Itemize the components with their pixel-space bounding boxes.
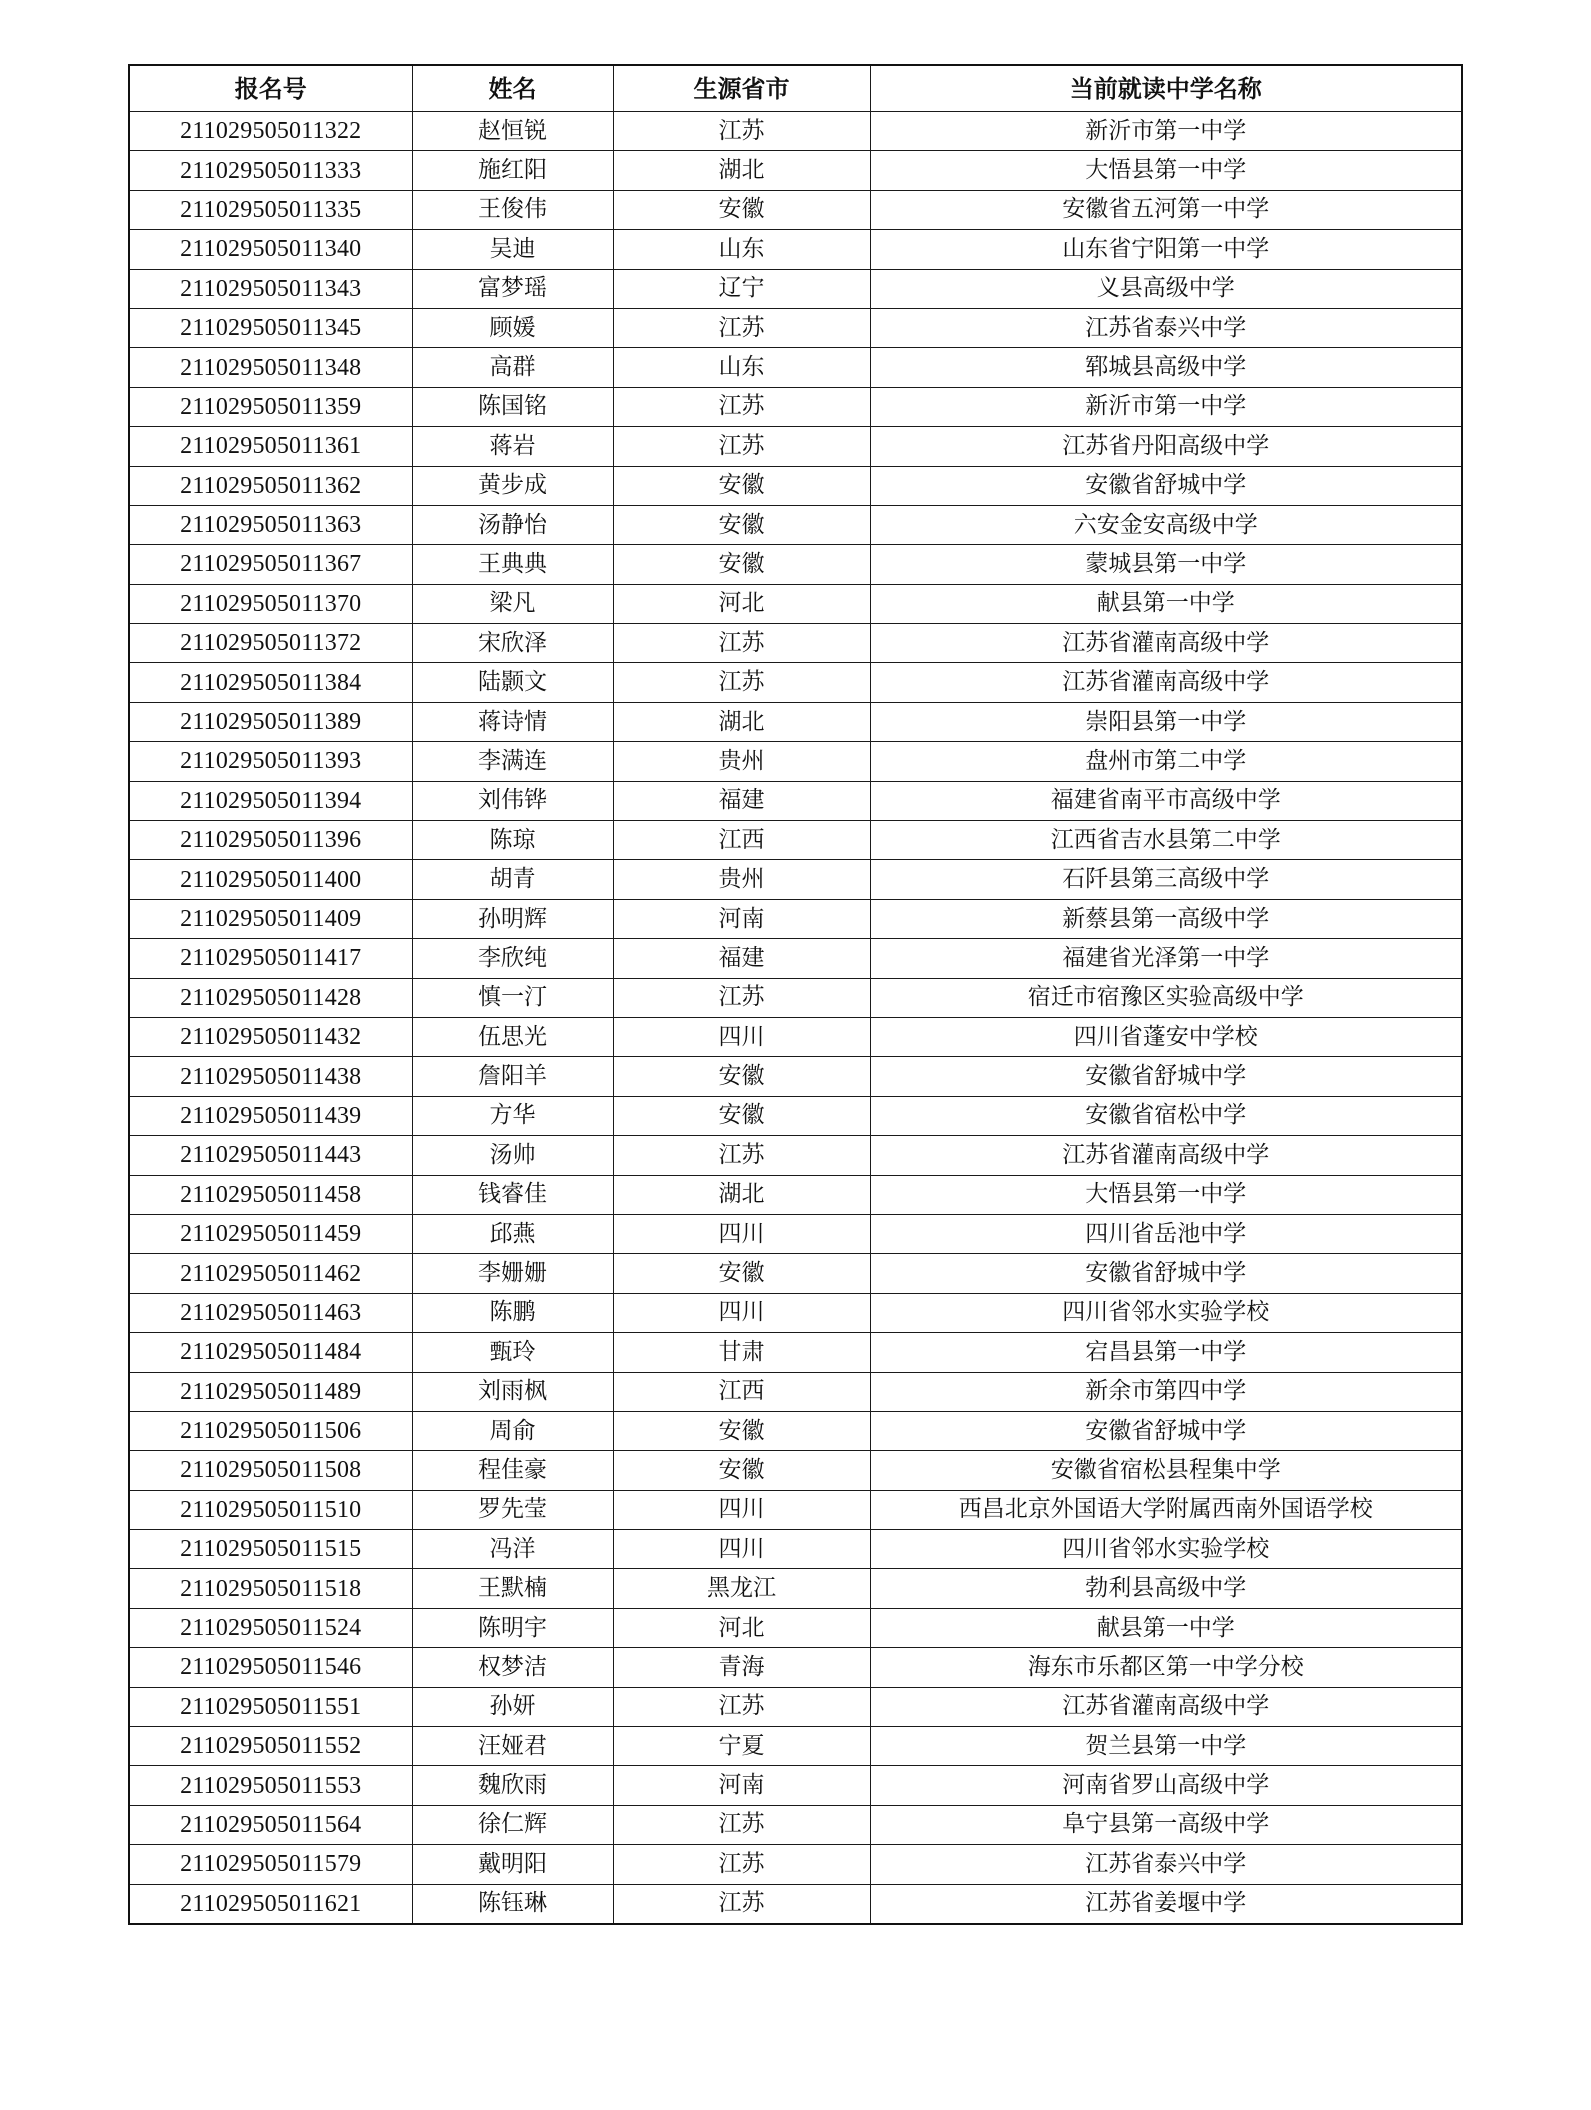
province-cell: 山东	[613, 348, 870, 387]
student-name-cell: 施红阳	[412, 151, 613, 190]
province-cell: 四川	[613, 1214, 870, 1253]
table-row	[129, 308, 1462, 347]
province-cell: 辽宁	[613, 269, 870, 308]
school-name-cell: 江苏省灌南高级中学	[870, 1136, 1462, 1175]
student-name-cell: 汤帅	[412, 1136, 613, 1175]
registration-number-cell: 211029505011510	[129, 1490, 412, 1529]
registration-number-cell: 211029505011384	[129, 663, 412, 702]
table-row	[129, 1096, 1462, 1135]
province-cell: 安徽	[613, 1451, 870, 1490]
school-name-cell: 大悟县第一中学	[870, 151, 1462, 190]
student-name-cell: 方华	[412, 1096, 613, 1135]
registration-number-cell: 211029505011438	[129, 1057, 412, 1096]
table-row	[129, 1805, 1462, 1844]
student-name-cell: 宋欣泽	[412, 624, 613, 663]
province-cell: 贵州	[613, 742, 870, 781]
table-row	[129, 702, 1462, 741]
table-row	[129, 505, 1462, 544]
table-row	[129, 1569, 1462, 1608]
table-row	[129, 1687, 1462, 1726]
province-cell: 江苏	[613, 624, 870, 663]
registration-number-cell: 211029505011372	[129, 624, 412, 663]
registration-number-cell: 211029505011335	[129, 190, 412, 229]
table-row	[129, 1530, 1462, 1569]
table-row	[129, 466, 1462, 505]
school-name-cell: 献县第一中学	[870, 584, 1462, 623]
school-name-cell: 四川省邻水实验学校	[870, 1293, 1462, 1332]
school-name-cell: 福建省光泽第一中学	[870, 939, 1462, 978]
province-cell: 湖北	[613, 1175, 870, 1214]
student-name-cell: 罗先莹	[412, 1490, 613, 1529]
school-name-cell: 江苏省灌南高级中学	[870, 663, 1462, 702]
table-row	[129, 1648, 1462, 1687]
registration-number-cell: 211029505011393	[129, 742, 412, 781]
table-row	[129, 742, 1462, 781]
registration-number-cell: 211029505011333	[129, 151, 412, 190]
registration-number-cell: 211029505011359	[129, 387, 412, 426]
table-row	[129, 1293, 1462, 1332]
province-cell: 宁夏	[613, 1727, 870, 1766]
table-row	[129, 269, 1462, 308]
registration-number-cell: 211029505011551	[129, 1687, 412, 1726]
school-name-cell: 盘州市第二中学	[870, 742, 1462, 781]
school-name-cell: 安徽省舒城中学	[870, 466, 1462, 505]
province-cell: 江苏	[613, 978, 870, 1017]
registration-number-cell: 211029505011367	[129, 545, 412, 584]
school-name-cell: 河南省罗山高级中学	[870, 1766, 1462, 1805]
table-row	[129, 1727, 1462, 1766]
school-name-cell: 江苏省灌南高级中学	[870, 1687, 1462, 1726]
student-name-cell: 李欣纯	[412, 939, 613, 978]
registration-number-cell: 211029505011370	[129, 584, 412, 623]
table-row	[129, 151, 1462, 190]
province-cell: 江西	[613, 1372, 870, 1411]
school-name-cell: 贺兰县第一中学	[870, 1727, 1462, 1766]
table-row	[129, 1057, 1462, 1096]
table-row	[129, 1372, 1462, 1411]
table-row	[129, 1884, 1462, 1924]
registration-number-cell: 211029505011428	[129, 978, 412, 1017]
student-name-cell: 梁凡	[412, 584, 613, 623]
table-row	[129, 939, 1462, 978]
table-row	[129, 190, 1462, 229]
school-name-cell: 安徽省宿松县程集中学	[870, 1451, 1462, 1490]
province-cell: 黑龙江	[613, 1569, 870, 1608]
registration-number-cell: 211029505011417	[129, 939, 412, 978]
student-name-cell: 孙妍	[412, 1687, 613, 1726]
table-row	[129, 584, 1462, 623]
student-name-cell: 赵恒锐	[412, 112, 613, 151]
table-header	[129, 65, 1462, 112]
registration-number-cell: 211029505011396	[129, 821, 412, 860]
province-cell: 江苏	[613, 387, 870, 426]
student-roster-table	[128, 64, 1463, 1925]
student-name-cell: 陆颢文	[412, 663, 613, 702]
header-province: 生源省市	[613, 65, 870, 112]
table-row	[129, 1333, 1462, 1372]
registration-number-cell: 211029505011443	[129, 1136, 412, 1175]
table-row	[129, 978, 1462, 1017]
province-cell: 江苏	[613, 1805, 870, 1844]
province-cell: 河南	[613, 1766, 870, 1805]
table-row	[129, 899, 1462, 938]
province-cell: 湖北	[613, 702, 870, 741]
province-cell: 江苏	[613, 663, 870, 702]
student-name-cell: 甄玲	[412, 1333, 613, 1372]
registration-number-cell: 211029505011363	[129, 505, 412, 544]
table-row	[129, 1411, 1462, 1450]
registration-number-cell: 211029505011552	[129, 1727, 412, 1766]
school-name-cell: 勃利县高级中学	[870, 1569, 1462, 1608]
student-name-cell: 黄步成	[412, 466, 613, 505]
school-name-cell: 新沂市第一中学	[870, 112, 1462, 151]
registration-number-cell: 211029505011489	[129, 1372, 412, 1411]
school-name-cell: 江苏省灌南高级中学	[870, 624, 1462, 663]
table-row	[129, 1136, 1462, 1175]
registration-number-cell: 211029505011389	[129, 702, 412, 741]
student-name-cell: 詹阳羊	[412, 1057, 613, 1096]
student-name-cell: 王俊伟	[412, 190, 613, 229]
school-name-cell: 六安金安高级中学	[870, 505, 1462, 544]
province-cell: 四川	[613, 1530, 870, 1569]
student-name-cell: 魏欣雨	[412, 1766, 613, 1805]
student-name-cell: 富梦瑶	[412, 269, 613, 308]
registration-number-cell: 211029505011564	[129, 1805, 412, 1844]
table-row	[129, 821, 1462, 860]
school-name-cell: 宕昌县第一中学	[870, 1333, 1462, 1372]
table-row	[129, 781, 1462, 820]
student-name-cell: 汪娅君	[412, 1727, 613, 1766]
student-name-cell: 孙明辉	[412, 899, 613, 938]
student-name-cell: 权梦洁	[412, 1648, 613, 1687]
school-name-cell: 新余市第四中学	[870, 1372, 1462, 1411]
table-row	[129, 112, 1462, 151]
registration-number-cell: 211029505011394	[129, 781, 412, 820]
province-cell: 江西	[613, 821, 870, 860]
table-row	[129, 1845, 1462, 1884]
province-cell: 江苏	[613, 112, 870, 151]
province-cell: 福建	[613, 781, 870, 820]
province-cell: 江苏	[613, 1884, 870, 1924]
school-name-cell: 西昌北京外国语大学附属西南外国语学校	[870, 1490, 1462, 1529]
table-row	[129, 387, 1462, 426]
table-row	[129, 1490, 1462, 1529]
table-row	[129, 1017, 1462, 1056]
province-cell: 安徽	[613, 505, 870, 544]
student-name-cell: 伍思光	[412, 1017, 613, 1056]
student-name-cell: 高群	[412, 348, 613, 387]
table-row	[129, 663, 1462, 702]
registration-number-cell: 211029505011484	[129, 1333, 412, 1372]
table-row	[129, 1451, 1462, 1490]
table-row	[129, 1608, 1462, 1647]
registration-number-cell: 211029505011579	[129, 1845, 412, 1884]
school-name-cell: 海东市乐都区第一中学分校	[870, 1648, 1462, 1687]
registration-number-cell: 211029505011524	[129, 1608, 412, 1647]
registration-number-cell: 211029505011546	[129, 1648, 412, 1687]
student-name-cell: 胡青	[412, 860, 613, 899]
student-name-cell: 汤静怡	[412, 505, 613, 544]
header-row	[129, 65, 1462, 112]
registration-number-cell: 211029505011343	[129, 269, 412, 308]
table-row	[129, 624, 1462, 663]
table-row	[129, 1214, 1462, 1253]
student-name-cell: 李姗姗	[412, 1254, 613, 1293]
school-name-cell: 安徽省舒城中学	[870, 1057, 1462, 1096]
school-name-cell: 献县第一中学	[870, 1608, 1462, 1647]
registration-number-cell: 211029505011621	[129, 1884, 412, 1924]
student-name-cell: 陈钰琳	[412, 1884, 613, 1924]
student-name-cell: 顾媛	[412, 308, 613, 347]
school-name-cell: 安徽省舒城中学	[870, 1254, 1462, 1293]
registration-number-cell: 211029505011322	[129, 112, 412, 151]
province-cell: 山东	[613, 230, 870, 269]
school-name-cell: 大悟县第一中学	[870, 1175, 1462, 1214]
school-name-cell: 江西省吉水县第二中学	[870, 821, 1462, 860]
table-row	[129, 1254, 1462, 1293]
registration-number-cell: 211029505011508	[129, 1451, 412, 1490]
school-name-cell: 蒙城县第一中学	[870, 545, 1462, 584]
table-row	[129, 860, 1462, 899]
school-name-cell: 石阡县第三高级中学	[870, 860, 1462, 899]
table-row	[129, 1175, 1462, 1214]
school-name-cell: 安徽省五河第一中学	[870, 190, 1462, 229]
school-name-cell: 郓城县高级中学	[870, 348, 1462, 387]
school-name-cell: 四川省蓬安中学校	[870, 1017, 1462, 1056]
registration-number-cell: 211029505011553	[129, 1766, 412, 1805]
student-name-cell: 钱睿佳	[412, 1175, 613, 1214]
province-cell: 安徽	[613, 466, 870, 505]
province-cell: 四川	[613, 1017, 870, 1056]
registration-number-cell: 211029505011409	[129, 899, 412, 938]
student-name-cell: 戴明阳	[412, 1845, 613, 1884]
province-cell: 四川	[613, 1293, 870, 1332]
student-name-cell: 刘雨枫	[412, 1372, 613, 1411]
province-cell: 河南	[613, 899, 870, 938]
registration-number-cell: 211029505011459	[129, 1214, 412, 1253]
student-name-cell: 陈国铭	[412, 387, 613, 426]
registration-number-cell: 211029505011345	[129, 308, 412, 347]
school-name-cell: 福建省南平市高级中学	[870, 781, 1462, 820]
student-name-cell: 陈琼	[412, 821, 613, 860]
student-name-cell: 李满连	[412, 742, 613, 781]
school-name-cell: 义县高级中学	[870, 269, 1462, 308]
student-name-cell: 蒋岩	[412, 427, 613, 466]
school-name-cell: 四川省邻水实验学校	[870, 1530, 1462, 1569]
province-cell: 安徽	[613, 1411, 870, 1450]
student-name-cell: 陈鹏	[412, 1293, 613, 1332]
table-row	[129, 1766, 1462, 1805]
school-name-cell: 山东省宁阳第一中学	[870, 230, 1462, 269]
student-name-cell: 陈明宇	[412, 1608, 613, 1647]
province-cell: 安徽	[613, 1096, 870, 1135]
table-body	[129, 112, 1462, 1924]
table-row	[129, 348, 1462, 387]
registration-number-cell: 211029505011462	[129, 1254, 412, 1293]
student-name-cell: 徐仁辉	[412, 1805, 613, 1844]
province-cell: 江苏	[613, 1687, 870, 1726]
province-cell: 安徽	[613, 1057, 870, 1096]
student-name-cell: 刘伟铧	[412, 781, 613, 820]
province-cell: 青海	[613, 1648, 870, 1687]
student-name-cell: 慎一汀	[412, 978, 613, 1017]
province-cell: 甘肃	[613, 1333, 870, 1372]
school-name-cell: 新蔡县第一高级中学	[870, 899, 1462, 938]
school-name-cell: 江苏省泰兴中学	[870, 308, 1462, 347]
header-name: 姓名	[412, 65, 613, 112]
province-cell: 安徽	[613, 190, 870, 229]
student-name-cell: 王默楠	[412, 1569, 613, 1608]
header-registration-number: 报名号	[129, 65, 412, 112]
registration-number-cell: 211029505011362	[129, 466, 412, 505]
province-cell: 安徽	[613, 1254, 870, 1293]
school-name-cell: 安徽省舒城中学	[870, 1411, 1462, 1450]
registration-number-cell: 211029505011458	[129, 1175, 412, 1214]
table-row	[129, 545, 1462, 584]
student-name-cell: 邱燕	[412, 1214, 613, 1253]
student-name-cell: 程佳豪	[412, 1451, 613, 1490]
student-name-cell: 周俞	[412, 1411, 613, 1450]
province-cell: 福建	[613, 939, 870, 978]
table-row	[129, 427, 1462, 466]
registration-number-cell: 211029505011515	[129, 1530, 412, 1569]
student-name-cell: 王典典	[412, 545, 613, 584]
school-name-cell: 江苏省姜堰中学	[870, 1884, 1462, 1924]
registration-number-cell: 211029505011518	[129, 1569, 412, 1608]
province-cell: 河北	[613, 584, 870, 623]
school-name-cell: 阜宁县第一高级中学	[870, 1805, 1462, 1844]
province-cell: 江苏	[613, 1136, 870, 1175]
registration-number-cell: 211029505011506	[129, 1411, 412, 1450]
province-cell: 安徽	[613, 545, 870, 584]
province-cell: 湖北	[613, 151, 870, 190]
province-cell: 河北	[613, 1608, 870, 1647]
registration-number-cell: 211029505011439	[129, 1096, 412, 1135]
province-cell: 江苏	[613, 1845, 870, 1884]
province-cell: 贵州	[613, 860, 870, 899]
school-name-cell: 安徽省宿松中学	[870, 1096, 1462, 1135]
student-name-cell: 冯洋	[412, 1530, 613, 1569]
registration-number-cell: 211029505011348	[129, 348, 412, 387]
student-name-cell: 吴迪	[412, 230, 613, 269]
registration-number-cell: 211029505011340	[129, 230, 412, 269]
registration-number-cell: 211029505011432	[129, 1017, 412, 1056]
school-name-cell: 宿迁市宿豫区实验高级中学	[870, 978, 1462, 1017]
header-school-name: 当前就读中学名称	[870, 65, 1462, 112]
registration-number-cell: 211029505011463	[129, 1293, 412, 1332]
school-name-cell: 江苏省丹阳高级中学	[870, 427, 1462, 466]
school-name-cell: 新沂市第一中学	[870, 387, 1462, 426]
province-cell: 江苏	[613, 308, 870, 347]
table-row	[129, 230, 1462, 269]
registration-number-cell: 211029505011361	[129, 427, 412, 466]
registration-number-cell: 211029505011400	[129, 860, 412, 899]
province-cell: 江苏	[613, 427, 870, 466]
province-cell: 四川	[613, 1490, 870, 1529]
school-name-cell: 江苏省泰兴中学	[870, 1845, 1462, 1884]
school-name-cell: 四川省岳池中学	[870, 1214, 1462, 1253]
school-name-cell: 崇阳县第一中学	[870, 702, 1462, 741]
student-name-cell: 蒋诗情	[412, 702, 613, 741]
